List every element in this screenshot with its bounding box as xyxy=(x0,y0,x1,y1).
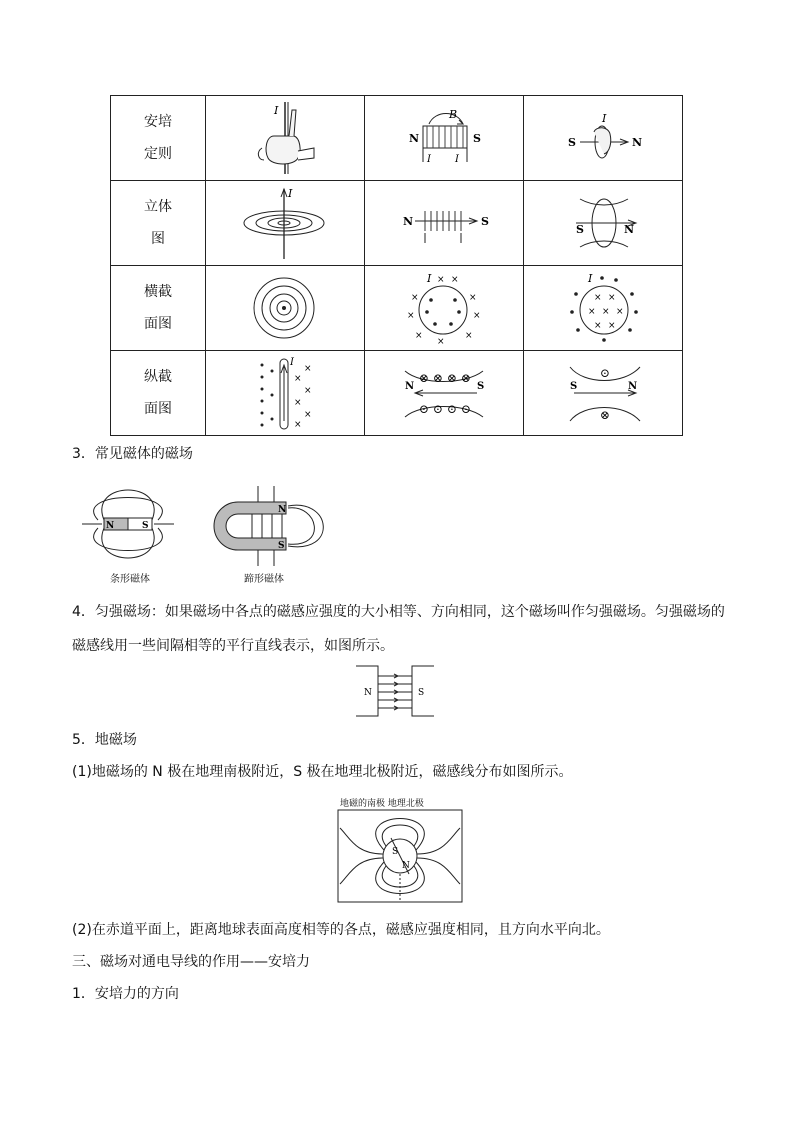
svg-text:S: S xyxy=(568,136,576,149)
svg-text:×: × xyxy=(594,321,602,331)
svg-text:×: × xyxy=(588,307,596,317)
svg-text:⊙: ⊙ xyxy=(447,402,458,416)
svg-text:×: × xyxy=(437,337,445,347)
svg-text:S: S xyxy=(278,541,285,551)
svg-text:⊗: ⊗ xyxy=(600,408,611,422)
svg-text:⊗: ⊗ xyxy=(461,371,472,385)
svg-text:N: N xyxy=(628,381,638,392)
section-4-line1: 4．匀强磁场：如果磁场中各点的磁感应强度的大小相等、方向相同，这个磁场叫作匀强磁场。匀强磁场的 xyxy=(72,604,725,620)
svg-text:×: × xyxy=(608,293,616,303)
svg-text:⊙: ⊙ xyxy=(600,366,611,380)
table-row xyxy=(111,351,683,436)
svg-text:⊙: ⊙ xyxy=(419,402,430,416)
svg-text:S: S xyxy=(142,521,149,531)
svg-text:×: × xyxy=(407,311,415,321)
geomagnetic-figure-caption: 地磁的南极 地理北极 xyxy=(340,799,424,809)
svg-text:S: S xyxy=(477,381,485,392)
svg-text:×: × xyxy=(608,321,616,331)
ampere-rule-table xyxy=(110,95,683,436)
hand-straight-wire-figure xyxy=(206,96,365,181)
svg-text:×: × xyxy=(616,307,624,317)
svg-text:×: × xyxy=(304,386,312,396)
svg-text:⊗: ⊗ xyxy=(447,371,458,385)
svg-text:×: × xyxy=(594,293,602,303)
svg-text:N: N xyxy=(402,861,410,871)
svg-text:S: S xyxy=(481,215,489,228)
svg-text:S: S xyxy=(392,847,399,857)
section-three-sub1: 1．安培力的方向 xyxy=(72,986,179,1002)
section-3-heading: 3．常见磁体的磁场 xyxy=(72,446,193,462)
svg-text:×: × xyxy=(294,374,302,384)
loop-cross-section-figure xyxy=(524,266,683,351)
table-row xyxy=(111,181,683,266)
svg-text:I: I xyxy=(290,357,294,368)
hand-loop-figure xyxy=(524,96,683,181)
svg-text:⊙: ⊙ xyxy=(433,402,444,416)
svg-text:N: N xyxy=(624,223,635,236)
svg-text:S: S xyxy=(418,688,425,698)
svg-text:×: × xyxy=(411,293,419,303)
svg-text:×: × xyxy=(451,275,459,285)
hand-solenoid-figure xyxy=(365,96,524,181)
svg-text:I: I xyxy=(288,187,293,200)
svg-text:×: × xyxy=(465,331,473,341)
solenoid-longitudinal-figure xyxy=(365,351,524,436)
row-label-ampere-rule: 安培 定则 xyxy=(111,96,206,181)
wire-cross-section-figure xyxy=(206,266,365,351)
svg-text:B: B xyxy=(449,108,458,121)
svg-text:×: × xyxy=(415,331,423,341)
svg-text:×: × xyxy=(469,293,477,303)
svg-text:⊙: ⊙ xyxy=(461,402,472,416)
section-three-heading: 三、磁场对通电导线的作用——安培力 xyxy=(72,954,310,970)
svg-text:⊗: ⊗ xyxy=(433,371,444,385)
svg-text:S: S xyxy=(473,132,481,145)
row-label-cross-section: 横截 面图 xyxy=(111,266,206,351)
svg-text:I: I xyxy=(602,112,607,125)
table-row xyxy=(111,96,683,181)
svg-text:×: × xyxy=(304,410,312,420)
solenoid-cross-section-figure xyxy=(365,266,524,351)
uniform-field-figure xyxy=(356,664,434,718)
row-label-longitudinal-section: 纵截 面图 xyxy=(111,351,206,436)
svg-text:N: N xyxy=(364,688,372,698)
wire-3d-figure xyxy=(206,181,365,266)
svg-text:×: × xyxy=(437,275,445,285)
section-5-heading: 5．地磁场 xyxy=(72,732,137,748)
bar-magnet-caption: 条形磁体 xyxy=(110,574,150,585)
loop-longitudinal-figure xyxy=(524,351,683,436)
geomagnetic-field-figure xyxy=(336,808,464,904)
table-row xyxy=(111,266,683,351)
horseshoe-magnet-caption: 蹄形磁体 xyxy=(244,574,284,585)
svg-text:I: I xyxy=(455,154,459,165)
svg-text:S: S xyxy=(570,381,578,392)
section-5-para1: (1)地磁场的 N 极在地理南极附近，S 极在地理北极附近，磁感线分布如图所示。 xyxy=(72,764,573,780)
svg-text:N: N xyxy=(106,521,115,531)
section-4-line2: 磁感线用一些间隔相等的平行直线表示，如图所示。 xyxy=(72,638,394,654)
svg-text:×: × xyxy=(294,398,302,408)
svg-text:×: × xyxy=(294,420,302,430)
svg-text:⊗: ⊗ xyxy=(419,371,430,385)
section-5-para2: (2)在赤道平面上，距离地球表面高度相等的各点，磁感应强度相同，且方向水平向北。 xyxy=(72,922,610,938)
svg-text:×: × xyxy=(304,364,312,374)
svg-text:N: N xyxy=(278,505,287,515)
svg-text:I: I xyxy=(427,272,432,285)
svg-text:×: × xyxy=(602,307,610,317)
svg-text:N: N xyxy=(409,132,420,145)
solenoid-3d-figure xyxy=(365,181,524,266)
svg-text:N: N xyxy=(403,215,414,228)
horseshoe-magnet-figure xyxy=(208,484,336,568)
bar-magnet-figure xyxy=(78,480,178,570)
svg-text:S: S xyxy=(576,223,584,236)
loop-3d-figure xyxy=(524,181,683,266)
svg-text:I: I xyxy=(588,272,593,285)
wire-longitudinal-figure xyxy=(206,351,365,436)
svg-text:I: I xyxy=(427,154,431,165)
svg-text:N: N xyxy=(632,136,643,149)
current-label: I xyxy=(274,104,279,117)
svg-text:N: N xyxy=(405,381,415,392)
svg-text:×: × xyxy=(473,311,481,321)
row-label-3d-view: 立体 图 xyxy=(111,181,206,266)
